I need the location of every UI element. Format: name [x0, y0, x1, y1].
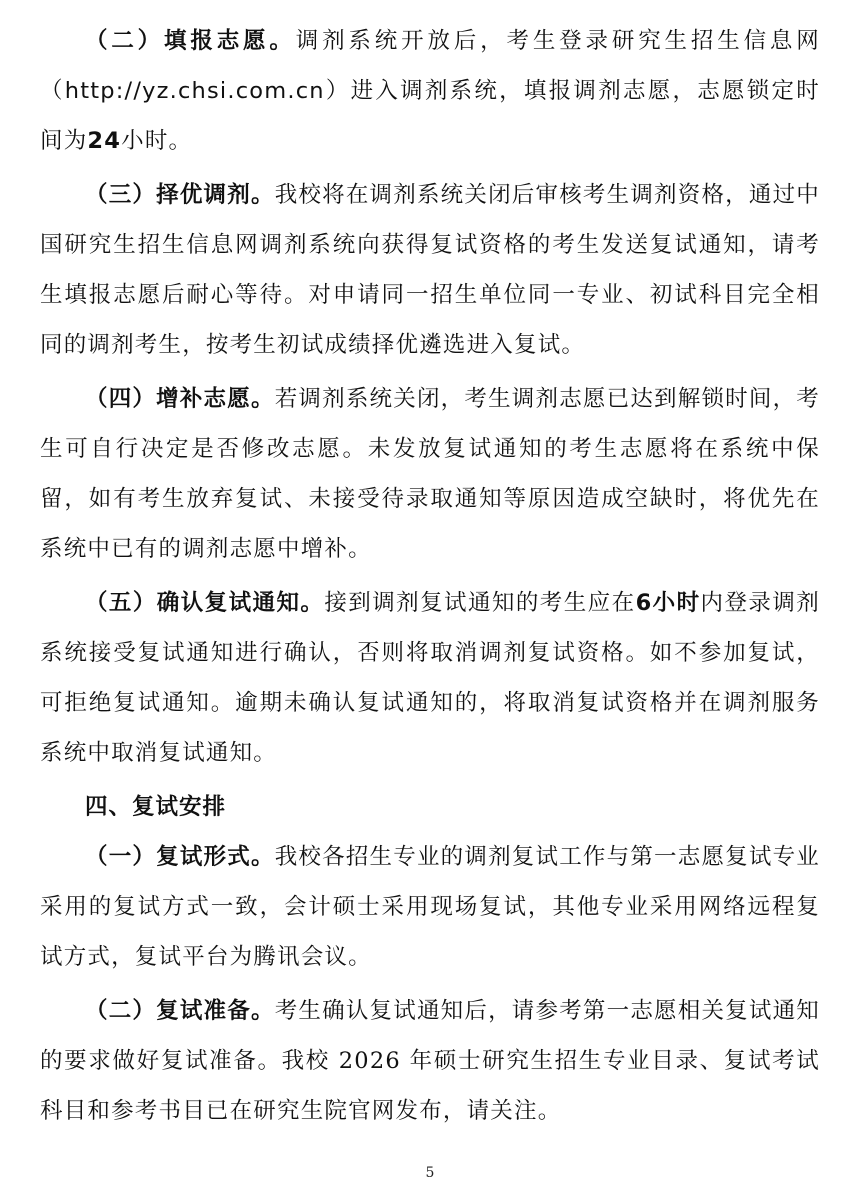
paragraph-text: 接到调剂复试通知的考生应在 — [324, 590, 636, 616]
paragraph-retest-preparation — [40, 986, 820, 1136]
paragraph-text: 若调剂系统关闭，考生调剂志愿已达到解锁时间，考生可自行决定是否修改志愿。未发放复试通知的考生志愿将在系统中保留，如有考生放弃复试、未接受待录取通知等原因造成空缺时，将优先在系统中已有的调剂志愿中增补。 — [40, 386, 820, 562]
section-title: （五）确认复试通知。 — [85, 590, 325, 616]
paragraph-supplement-preferences — [40, 374, 820, 574]
paragraph-confirm-notice — [40, 578, 820, 778]
section-title: （三）择优调剂。 — [85, 182, 275, 208]
paragraph-text: 考生确认复试通知后，请参考第一志愿相关复试通知的要求做好复试准备。我校 2026 年硕士研究生招生专业目录、复试考试科目和参考书目已在研究生院官网发布，请关注。 — [40, 998, 820, 1124]
paragraph-retest-format — [40, 832, 820, 982]
part-heading: 四、复试安排 — [85, 794, 227, 820]
paragraph-text: ）进入调剂系统，填报调剂志愿，志愿锁定时间为 — [40, 78, 820, 154]
paragraph-text: 我校将在调剂系统关闭后审核考生调剂资格，通过中国研究生招生信息网调剂系统向获得复试资格的考生发送复试通知，请考生填报志愿后耐心等待。对申请同一招生单位同一专业、初试科目完全相同的调剂考生，按考生初试成绩择优遴选进入复试。 — [40, 182, 820, 358]
paragraph-text: 调剂系统开放后，考生登录研究生招生信息网（ — [40, 28, 820, 104]
section-title: （二）复试准备。 — [85, 998, 275, 1024]
hours-number: 24 — [87, 128, 122, 154]
paragraph-text: 内登录调剂系统接受复试通知进行确认，否则将取消调剂复试资格。如不参加复试，可拒绝复试通知。逾期未确认复试通知的，将取消复试资格并在调剂服务系统中取消复试通知。 — [40, 590, 820, 766]
section-title: （一）复试形式。 — [85, 844, 275, 870]
section-title: （二）填报志愿。 — [85, 28, 296, 54]
document-page — [40, 16, 820, 1136]
page-number: 5 — [425, 1165, 435, 1181]
website-url: http://yz.chsi.com.cn — [64, 78, 325, 104]
paragraph-text: 我校各招生专业的调剂复试工作与第一志愿复试专业采用的复试方式一致，会计硕士采用现场复试，其他专业采用网络远程复试方式，复试平台为腾讯会议。 — [40, 844, 820, 970]
paragraph-fill-preferences — [40, 16, 820, 166]
paragraph-select-best — [40, 170, 820, 370]
section-title: （四）增补志愿。 — [85, 386, 275, 412]
hours-number: 6 — [635, 590, 653, 616]
paragraph-text: 小时。 — [121, 128, 193, 154]
hours-unit: 小时 — [652, 590, 701, 616]
